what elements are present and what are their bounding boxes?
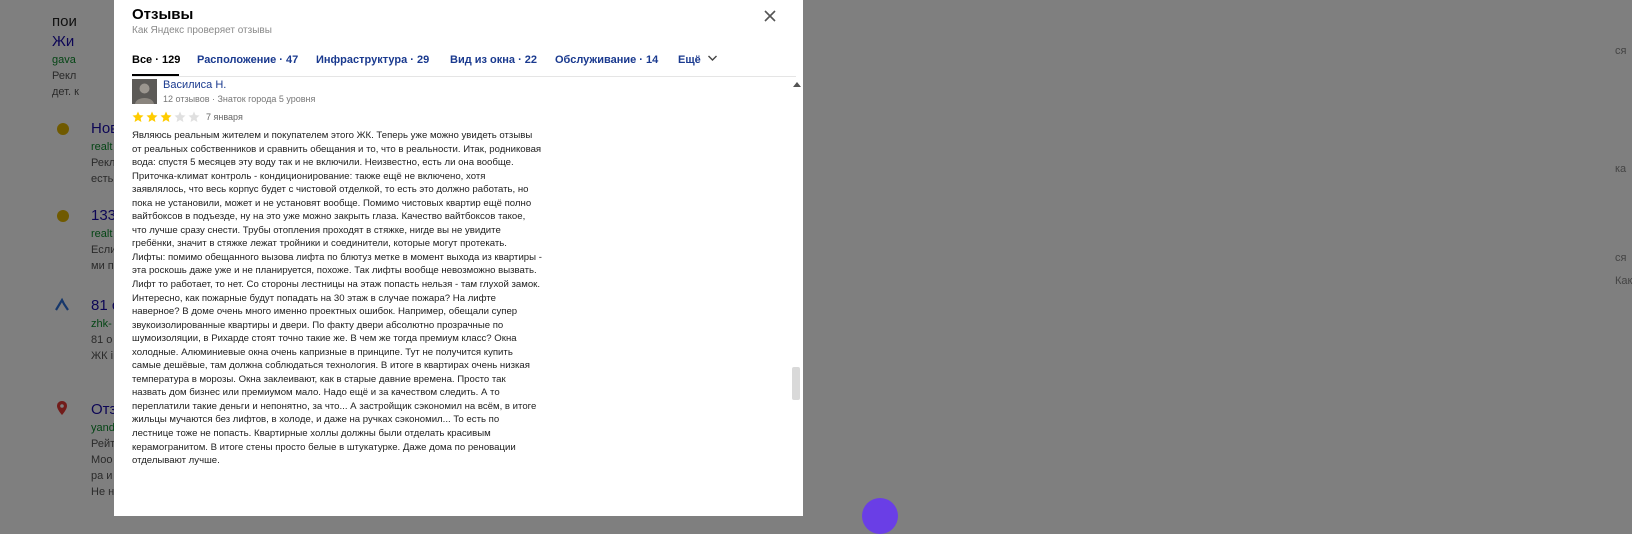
- tab-service[interactable]: Обслуживание · 14: [555, 54, 659, 66]
- scroll-up-arrow-icon[interactable]: [793, 82, 801, 87]
- scrollbar[interactable]: [791, 80, 802, 516]
- assistant-button[interactable]: [862, 498, 898, 534]
- tab-more-label: Ещё: [678, 54, 701, 66]
- tabs-divider: [132, 76, 796, 77]
- review-text: Являюсь реальным жителем и покупателем этого ЖК. Теперь уже можно увидеть отзывы от реальных собственников и сравнить обещания и то, что в реальности. Итак, родниковая вода: спустя 5 месяцев эту воду так и не включили. Неизвестно, есть ли она вообще. Приточка-климат контроль - кондиционирование: также ещё не включено, хотя заявлялось, что весь корпус будет с чистовой отделкой, то есть это должно работать, но пока не установили, может и не установят вообще. Помимо чистовых квартир ещё полно вайтбоксов в подъезде, ну на это уже можно закрыть глаза. Качество вайтбоксов такое, что лучше сразу снести. Трубы отопления проходят в стяжке, нигде вы не увидите гребёнки, значит в стяжке лежат тройники и соединители, которые могут протекать. Лифты: помимо обещанного вызова лифта по блютуз метке в момент выхода из квартиры - эта роскошь даже уже и не планируется, похоже. Так лифты вообще невозможно вызвать. Лифт то работает, то нет. Со стороны лестницы на этаж попасть нельзя - там глухой замок. Интересно, как пожарные будут попадать на 30 этаж в случае пожара? На лифте наверное? В доме очень много именно проектных ошибок. Например, обещали супер звукоизолированные квартиры и двери. По факту двери абсолютно прозрачные по шумоизоляции, в Рихарде стоят точно такие же. В чем же тогда премиум класс? Окна холодные. Алюминиевые окна очень капризные в принципе. Тут не получится купить самые дешёвые, там должна соблюдаться технология. В итоге в квартирах очень низкая температура в морозы. Окна заклеивают, как в старые давние времена. Просто так назвать дом бизнес или премиумом мало. Надо ещё и за качеством следить. А то переплатили такие деньги и непонятно, за что... А застройщик сэкономил на всём, в итоге жильцы мучаются без лифтов, в холоде, и даже на ручках сэкономил... То есть по лестнице тоже не попасть. Квартирные холлы должны были отделать красивым керамогранитом. В итоге стены просто белые в штукатурке. Даже дома по реновации отделывают лучше.: [132, 130, 542, 467]
- star-icon: [188, 111, 200, 123]
- review-author-name[interactable]: Василиса Н.: [163, 79, 227, 91]
- reviews-modal: [114, 0, 803, 516]
- star-icon: [174, 111, 186, 123]
- star-icon: [160, 111, 172, 123]
- text-fade-overlay: [114, 505, 803, 516]
- review-filter-tabs: [132, 54, 792, 76]
- tab-infrastructure[interactable]: Инфраструктура · 29: [316, 54, 430, 66]
- star-icon: [132, 111, 144, 123]
- background-right-text: ся: [1615, 252, 1627, 264]
- tab-more[interactable]: [678, 54, 715, 66]
- review-author-meta: 12 отзывов · Знаток города 5 уровня: [163, 94, 316, 104]
- background-right-text: ка: [1615, 163, 1627, 175]
- review-date: 7 января: [206, 112, 243, 122]
- modal-subtitle-link[interactable]: Как Яндекс проверяет отзывы: [132, 25, 272, 36]
- tab-window-view[interactable]: Вид из окна · 22: [450, 54, 538, 66]
- scrollbar-thumb[interactable]: [792, 367, 800, 400]
- star-icon: [146, 111, 158, 123]
- chevron-down-icon: [707, 54, 718, 62]
- tab-location[interactable]: Расположение · 47: [197, 54, 299, 66]
- background-right-text: ся: [1615, 45, 1627, 57]
- modal-title: Отзывы: [132, 6, 194, 23]
- close-button[interactable]: [760, 6, 780, 26]
- tab-all[interactable]: Все · 129: [132, 54, 181, 66]
- close-icon: [760, 6, 780, 26]
- background-right-text: Как: [1615, 275, 1632, 287]
- avatar[interactable]: [132, 79, 157, 104]
